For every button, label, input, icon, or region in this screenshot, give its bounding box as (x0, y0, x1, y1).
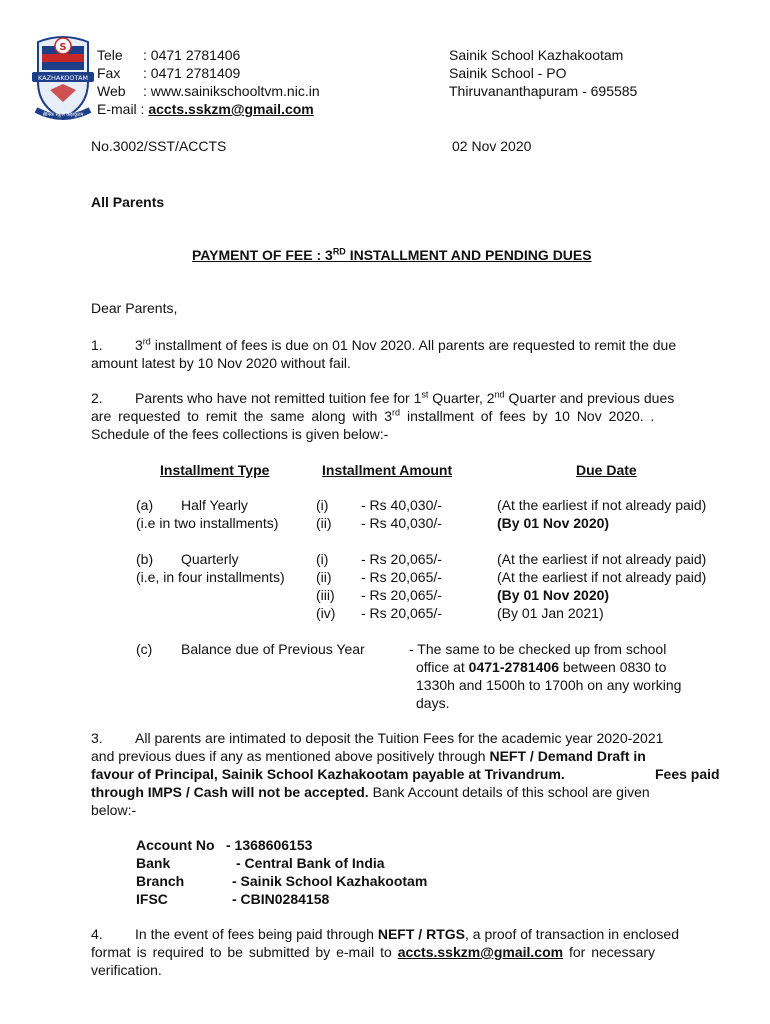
q-row1-amount: - Rs 20,065/- (361, 551, 442, 567)
para3-l2b: NEFT / Demand Draft in (489, 748, 646, 764)
balance-line2 (416, 659, 666, 675)
web-value: : www.sainikschooltvm.nic.in (143, 83, 320, 99)
fax-label: Fax (97, 65, 121, 81)
para2-line2 (91, 408, 654, 424)
emblem-bottom-text: सैनिक स्कूल कझकूटम (42, 112, 84, 118)
subject-part2: INSTALLMENT AND PENDING DUES (345, 247, 592, 263)
subject-part1: PAYMENT OF FEE : 3 (192, 247, 333, 263)
para2-b: Quarter, 2 (428, 390, 495, 406)
para4-line2 (91, 944, 655, 960)
para2-e: installment of fees by 10 Nov 2020. . (400, 408, 655, 424)
subject-heading (192, 247, 592, 263)
half-row2-due: (By 01 Nov 2020) (497, 515, 610, 531)
para2-sup3: rd (392, 407, 401, 418)
para4-line3: verification. (91, 962, 162, 978)
para1-line1 (135, 337, 676, 353)
para4-l1b: NEFT / RTGS (377, 926, 465, 942)
balance-line2-b: between 0830 to (558, 659, 667, 675)
subject-sup: RD (332, 246, 346, 257)
para1-t1: 3 (135, 337, 143, 353)
para4-number: 4. (91, 926, 103, 942)
para3-line3a: favour of Principal, Sainik School Kazhakootam payable at Trivandrum. (91, 766, 565, 782)
recipient: All Parents (91, 194, 165, 210)
para3-line4 (91, 784, 650, 800)
para1-number: 1. (91, 337, 103, 353)
para3-l2a: and previous dues if any as mentioned above positively through (91, 748, 490, 764)
reference-number: No.3002/SST/ACCTS (91, 138, 227, 154)
balance-label: (c) (136, 641, 153, 657)
para3-line5: below:- (91, 802, 137, 818)
para4-line1 (135, 926, 679, 942)
half-yearly-sub: (i.e in two installments) (136, 515, 279, 531)
header-installment-type: Installment Type (160, 462, 270, 478)
address-line3: Thiruvananthapuram - 695585 (449, 83, 638, 99)
para3-line2 (91, 748, 646, 764)
bank-value: - Central Bank of India (236, 855, 385, 871)
account-label: Account No (136, 837, 215, 853)
branch-label: Branch (136, 873, 185, 889)
fax-value: : 0471 2781409 (143, 65, 241, 81)
para2-line1 (135, 390, 674, 406)
balance-line1: - The same to be checked up from school (409, 641, 667, 657)
ifsc-value: - CBIN0284158 (232, 891, 330, 907)
para3-line1: All parents are intimated to deposit the Tuition Fees for the academic year 2020-2021 (135, 730, 664, 746)
address-line2: Sainik School - PO (449, 65, 567, 81)
emblem-band-text: KAZHAKOOTAM (37, 74, 89, 82)
q-row3-num: (iii) (316, 587, 335, 603)
header-due-date: Due Date (576, 462, 637, 478)
email-label: E-mail : (97, 101, 145, 117)
school-emblem (28, 32, 98, 122)
header-installment-amount: Installment Amount (322, 462, 453, 478)
quarterly-label: (b) (136, 551, 154, 567)
tele-value: : 0471 2781406 (143, 47, 241, 63)
q-row1-due: (At the earliest if not already paid) (497, 551, 707, 567)
branch-value: - Sainik School Kazhakootam (232, 873, 428, 889)
para1-sup: rd (142, 336, 151, 347)
q-row3-due: (By 01 Nov 2020) (497, 587, 610, 603)
balance-title: Balance due of Previous Year (181, 641, 365, 657)
para1-line2: amount latest by 10 Nov 2020 without fail. (91, 355, 351, 371)
para1-t2: installment of fees is due on 01 Nov 2020. All parents are requested to remit the due (150, 337, 677, 353)
web-label: Web (97, 83, 126, 99)
half-row1-num: (i) (316, 497, 329, 513)
contact-tele (97, 47, 123, 63)
email-link[interactable]: accts.sskzm@gmail.com (148, 101, 314, 117)
q-row2-amount: - Rs 20,065/- (361, 569, 442, 585)
q-row2-due: (At the earliest if not already paid) (497, 569, 707, 585)
para4-l2b: for necessary (563, 944, 656, 960)
para2-c: Quarter and previous dues (504, 390, 675, 406)
q-row4-due: (By 01 Jan 2021) (497, 605, 604, 621)
school-office-phone: 0471-2781406 (468, 659, 559, 675)
para2-d: are requested to remit the same along with 3 (91, 408, 393, 424)
q-row4-num: (iv) (316, 605, 336, 621)
half-row1-due: (At the earliest if not already paid) (497, 497, 707, 513)
ifsc-label: IFSC (136, 891, 168, 907)
para4-l1c: , a proof of transaction in enclosed (464, 926, 680, 942)
q-row4-amount: - Rs 20,065/- (361, 605, 442, 621)
para2-sup2: nd (494, 389, 505, 400)
salutation: Dear Parents, (91, 300, 178, 316)
para2-line3: Schedule of the fees collections is given below:- (91, 426, 389, 442)
account-value: - 1368606153 (226, 837, 313, 853)
balance-line3: 1330h and 1500h to 1700h on any working (416, 677, 682, 693)
para3-line3b: Fees paid (655, 766, 720, 782)
half-row2-num: (ii) (316, 515, 332, 531)
half-row1-amount: - Rs 40,030/- (361, 497, 442, 513)
balance-line2-a: office at (416, 659, 469, 675)
half-yearly-title: Half Yearly (181, 497, 248, 513)
q-row2-num: (ii) (316, 569, 332, 585)
quarterly-title: Quarterly (181, 551, 239, 567)
para4-email-link[interactable]: accts.sskzm@gmail.com (397, 944, 564, 960)
para4-l1a: In the event of fees being paid through (135, 926, 378, 942)
q-row1-num: (i) (316, 551, 329, 567)
para3-l4a: through IMPS / Cash will not be accepted. (91, 784, 369, 800)
quarterly-sub: (i.e, in four installments) (136, 569, 285, 585)
para2-number: 2. (91, 390, 103, 406)
address-line1: Sainik School Kazhakootam (449, 47, 624, 63)
para2-a: Parents who have not remitted tuition fee for 1 (135, 390, 422, 406)
bank-label: Bank (136, 855, 171, 871)
contact-email (97, 101, 314, 117)
half-yearly-label: (a) (136, 497, 154, 513)
tele-label: Tele (97, 47, 123, 63)
para4-l2a: format is required to be submitted by e-mail to (91, 944, 398, 960)
emblem-top-text: S (59, 42, 67, 53)
q-row3-amount: - Rs 20,065/- (361, 587, 442, 603)
school-crest-icon (28, 32, 98, 122)
para3-l4b: Bank Account details of this school are given (368, 784, 650, 800)
para3-number: 3. (91, 730, 103, 746)
half-row2-amount: - Rs 40,030/- (361, 515, 442, 531)
letter-date: 02 Nov 2020 (452, 138, 532, 154)
balance-line4: days. (416, 695, 450, 711)
para2-sup1: st (421, 389, 429, 400)
